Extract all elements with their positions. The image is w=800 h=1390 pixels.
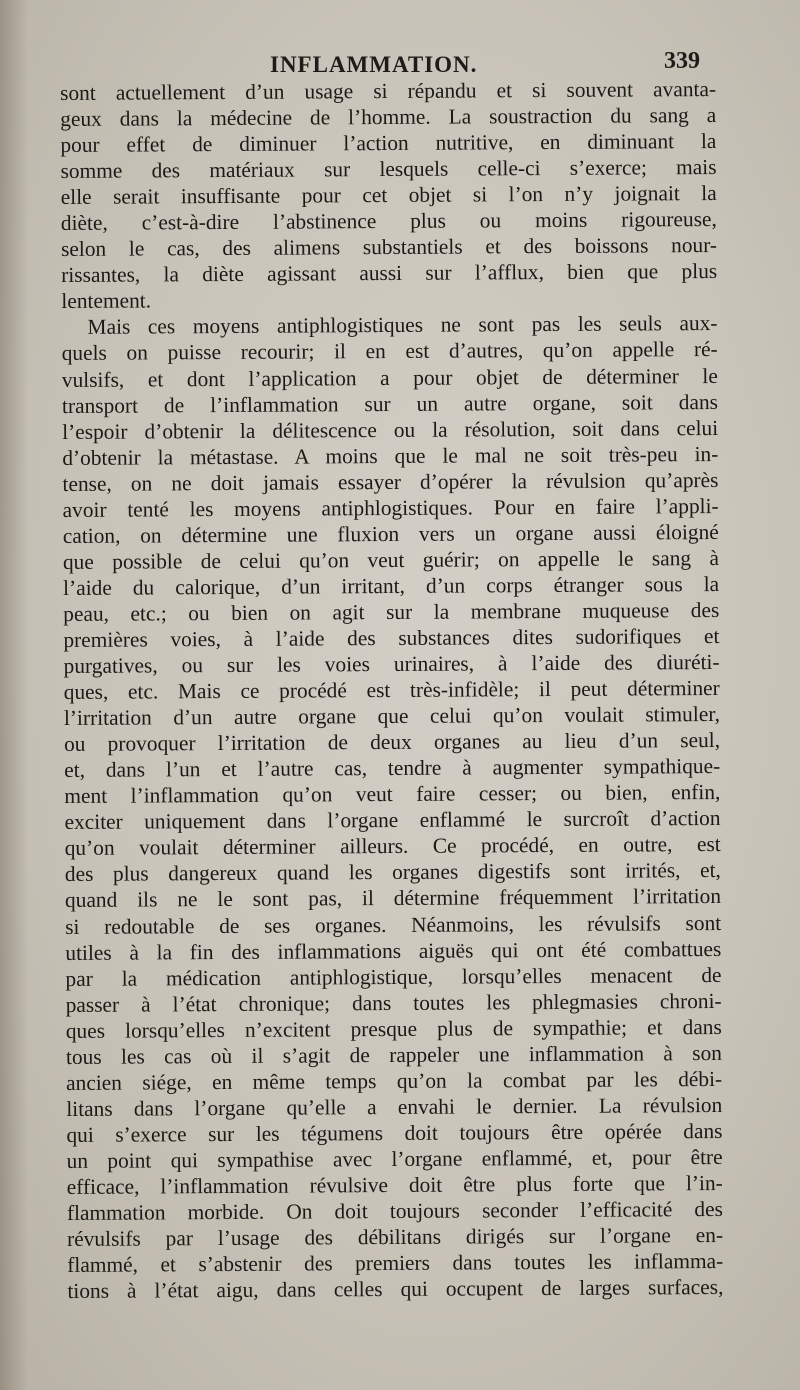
text-line: vulsifs, et dont l’application a pour objet de déterminer le: [61, 363, 718, 392]
text-line: geux dans la médecine de l’homme. La soustraction du sang a: [60, 103, 717, 132]
text-line: ques lorsqu’elles n’excitent presque plus de sympathie; et dans: [65, 1014, 722, 1043]
text-line: utiles à la fin des inflammations aiguës qui ont été combattues: [65, 936, 722, 965]
body-text: [60, 76, 723, 1304]
text-line: Mais ces moyens antiphlogistiques ne sont pas les seuls aux-: [87, 311, 718, 340]
text-line: premières voies, à l’aide des substances dites sudorifiques et: [63, 623, 720, 652]
text-line: d’obtenir la métastase. A moins que le mal ne soit très-peu in-: [62, 441, 719, 470]
text-line: avoir tenté les moyens antiphlogistiques. Pour en faire l’appli-: [62, 493, 719, 522]
text-line: ques, etc. Mais ce procédé est très-infidèle; il peut déterminer: [63, 676, 720, 705]
text-line: somme des matériaux sur lesquels celle-ci s’exerce; mais: [60, 155, 717, 184]
text-line: par la médication antiphlogistique, lorsqu’elles menacent de: [65, 962, 722, 991]
text-line: cation, on détermine une fluxion vers un organe aussi éloigné: [62, 519, 719, 548]
text-line: pour effet de diminuer l’action nutritive, en diminuant la: [60, 129, 717, 158]
text-line: tous les cas où il s’agit de rappeler une inflammation à son: [65, 1040, 723, 1069]
page-number: 339: [664, 48, 700, 74]
text-line: des plus dangereux quand les organes digestifs sont irrités, et,: [64, 858, 721, 887]
text-line: flammé, et s’abstenir des premiers dans toutes les inflamma-: [67, 1249, 724, 1278]
text-line: l’irritation d’un autre organe que celui qu’on voulait stimuler,: [63, 702, 720, 731]
text-line: que possible de celui qu’on veut guérir; on appelle le sang à: [62, 545, 720, 574]
text-line: purgatives, ou sur les voies urinaires, à l’aide des diuréti-: [63, 650, 720, 679]
text-line: selon le cas, des alimens substantiels et des boissons nour-: [60, 233, 718, 262]
text-line: quels on puisse recourir; il en est d’autres, qu’on appelle ré-: [61, 337, 718, 366]
text-line: rissantes, la diète agissant aussi sur l’afflux, bien que plus: [61, 259, 718, 288]
text-line: tions à l’état aigu, dans celles qui occupent de larges surfaces,: [67, 1275, 724, 1304]
text-line: peau, etc.; ou bien on agit sur la membrane muqueuse des: [63, 597, 720, 626]
text-line: un point qui sympathise avec l’organe enflammé, et, pour être: [66, 1144, 723, 1173]
text-line: tense, on ne doit jamais essayer d’opérer la révulsion qu’après: [62, 467, 719, 496]
running-title: INFLAMMATION.: [270, 52, 478, 77]
text-line: l’aide du calorique, d’un irritant, d’un corps étranger sous la: [63, 571, 720, 600]
text-line: si redoutable de ses organes. Néanmoins, les révulsifs sont: [65, 910, 722, 939]
text-line: efficace, l’inflammation révulsive doit être plus forte que l’in-: [66, 1170, 723, 1199]
text-line: qui s’exerce sur les tégumens doit toujours être opérée dans: [66, 1118, 723, 1147]
text-line: l’espoir d’obtenir la délitescence ou la résolution, soit dans celui: [62, 415, 719, 444]
text-line: ou provoquer l’irritation de deux organes au lieu d’un seul,: [63, 728, 721, 757]
text-line: diète, c’est-à-dire l’abstinence plus ou moins rigoureuse,: [60, 207, 717, 236]
text-line: elle serait insuffisante pour cet objet si l’on n’y joignait la: [60, 181, 717, 210]
text-line: et, dans l’un et l’autre cas, tendre à augmenter sympathique-: [64, 754, 721, 783]
text-line: transport de l’inflammation sur un autre organe, soit dans: [61, 389, 719, 418]
text-line: flammation morbide. On doit toujours seconder l’efficacité des: [66, 1196, 723, 1225]
text-line: révulsifs par l’usage des débilitans dirigés sur l’organe en-: [67, 1223, 724, 1252]
text-line: ment l’inflammation qu’on veut faire cesser; ou bien, enfin,: [64, 780, 721, 809]
text-line: passer à l’état chronique; dans toutes les phlegmasies chroni-: [65, 988, 722, 1017]
text-line: sont actuellement d’un usage si répandu et si souvent avanta-: [60, 76, 717, 105]
text-line: exciter uniquement dans l’organe enflammé le surcroît d’action: [64, 806, 721, 835]
text-line: ancien siége, en même temps qu’on la combat par les débi-: [66, 1066, 723, 1095]
text-line: quand ils ne le sont pas, il détermine fréquemment l’irritation: [64, 884, 722, 913]
text-line: qu’on voulait déterminer ailleurs. Ce procédé, en outre, est: [64, 832, 721, 861]
text-line: litans dans l’organe qu’elle a envahi le dernier. La révulsion: [66, 1092, 723, 1121]
text-line: lentement.: [61, 288, 152, 314]
